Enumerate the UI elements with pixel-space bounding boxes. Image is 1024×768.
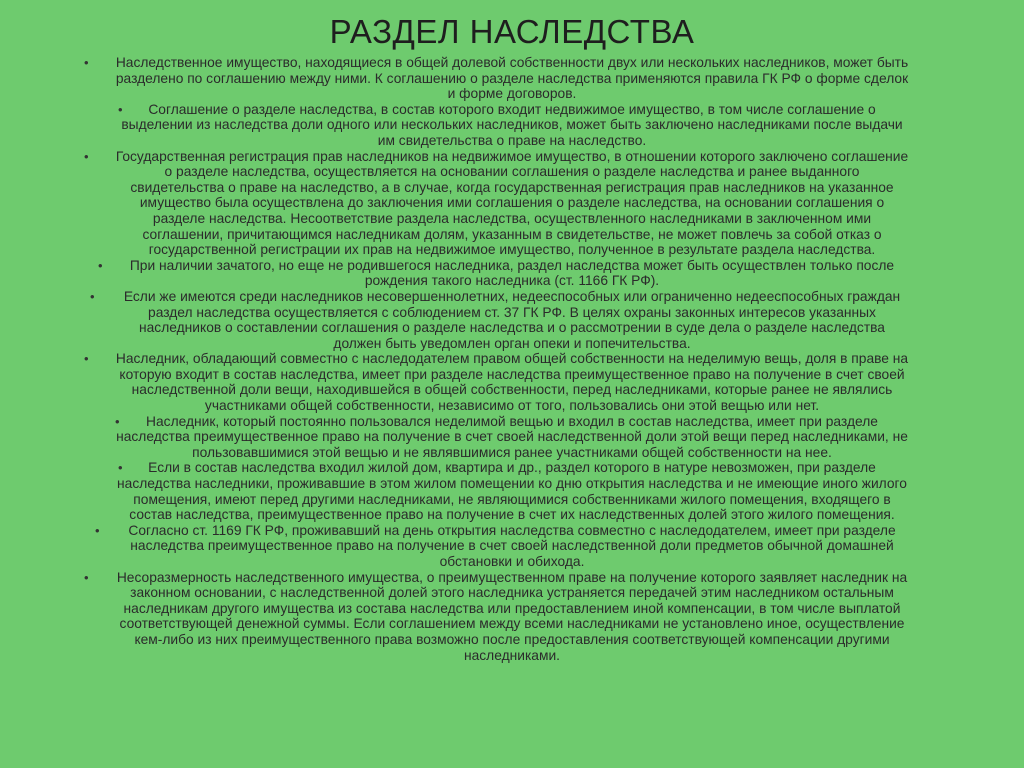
bullet-list [0, 53, 1024, 663]
bullet-line: рождения такого наследника (ст. 1166 ГК РФ). [364, 273, 660, 289]
bullet-line: законном основании, с наследственной долей этого наследника устраняется передачей этим наследником остальным [130, 585, 894, 601]
bullet-line: раздел наследства осуществляется с соблюдением ст. 37 ГК РФ. В целях охраны законных интересов указанных [148, 304, 876, 320]
bullet-line: которую входит в состав наследства, имеет при разделе наследства преимущественное право на получение в счет своей [119, 366, 905, 382]
bullet-item [0, 523, 1024, 570]
bullet-line: Несоразмерность наследственного имущества, о преимущественном праве на получение которого заявляет наследник на [116, 569, 908, 585]
bullet-line: Если же имеются среди наследников несовершеннолетних, недееспособных или ограниченно недееспособных граждан [123, 288, 901, 304]
bullet-line: участниками общей собственности, независимо от того, пользовались они этой вещью или нет. [204, 398, 820, 414]
bullet-item [0, 289, 1024, 351]
bullet-line: государственной регистрации их прав на недвижимое имущество, полученное в результате раздела наследства. [148, 242, 876, 258]
bullet-item [0, 414, 1024, 461]
bullet-glyph: • [84, 148, 89, 164]
bullet-line: наследственной доли вещи, находившейся в общей собственности, перед наследниками, которые ранее не являлись [131, 382, 893, 398]
bullet-line: Наследник, который постоянно пользовался неделимой вещью и входил в состав наследства, имеет при разделе [146, 413, 878, 429]
bullet-item [0, 460, 1024, 522]
bullet-line: помещения, имеют перед другими наследниками, не являющимися собственниками жилого помещения, входящего в [133, 491, 891, 507]
bullet-item [0, 258, 1024, 289]
bullet-line: соглашении, причитающимся наследникам долям, указанным в свидетельстве, не может повлечь за собой отказ о [142, 226, 882, 242]
bullet-line: должен быть уведомлен орган опеки и попечительства. [333, 335, 691, 351]
bullet-line: и форме договоров. [447, 86, 577, 102]
bullet-line: наследства преимущественное право на получение в счет своей наследственной доли предметов обычной домашней [130, 538, 894, 554]
bullet-line: разделе наследства. Несоответствие раздела наследства, осуществленного наследниками в заключенном ими [152, 210, 872, 226]
bullet-line: кем-либо из них преимущественного права возможно после предоставления соответствующей компенсации другими [134, 631, 890, 647]
bullet-glyph: • [118, 460, 123, 476]
bullet-line: наследства преимущественное право на получение в счет своей наследственной доли этой вещи перед наследниками, не [116, 429, 908, 445]
bullet-glyph: • [84, 569, 89, 585]
bullet-line: выделении из наследства доли одного или нескольких наследников, может быть заключено наследниками после выдачи [121, 117, 903, 133]
bullet-glyph: • [95, 522, 100, 538]
bullet-line: имущество была осуществлена до заключения ими соглашения о разделе наследства, на основании соглашения о [139, 195, 885, 211]
bullet-line: наследства наследники, проживавшие в этом жилом помещении ко дню открытия наследства и не имеющие иного жилого [117, 476, 907, 492]
bullet-glyph: • [98, 257, 103, 273]
bullet-item [0, 570, 1024, 664]
bullet-item [0, 55, 1024, 102]
bullet-glyph: • [118, 101, 123, 117]
bullet-line: пользовавшимися этой вещью и не являвшимися ранее участниками общей собственности на нее. [192, 444, 832, 460]
bullet-line: соответствующей денежной суммы. Если соглашением между всеми наследниками не установлено иное, осуществление [119, 616, 905, 632]
bullet-line: разделено по соглашению между ними. К соглашению о разделе наследства применяются правила ГК РФ о форме сделок [115, 70, 909, 86]
bullet-line: Государственная регистрация прав наследников на недвижимое имущество, в отношении которого заключено соглашение [115, 148, 909, 164]
bullet-glyph: • [84, 351, 89, 367]
bullet-glyph: • [115, 413, 120, 429]
bullet-line: Если в состав наследства входил жилой дом, квартира и др., раздел которого в натуре невозможен, при разделе [148, 460, 876, 476]
bullet-line: При наличии зачатого, но еще не родившегося наследника, раздел наследства может быть осуществлен только после [129, 257, 895, 273]
bullet-line: Согласно ст. 1169 ГК РФ, проживавший на день открытия наследства совместно с наследодателем, имеет при разделе [128, 522, 896, 538]
bullet-line: свидетельства о праве на наследство, а в случае, когда государственная регистрация прав наследников на указанное [130, 179, 894, 195]
bullet-line: Соглашение о разделе наследства, в состав которого входит недвижимое имущество, в том числе соглашение о [148, 101, 876, 117]
bullet-line: обстановки и обихода. [439, 554, 585, 569]
bullet-line: им свидетельства о праве на наследство. [377, 132, 647, 148]
slide-title: РАЗДЕЛ НАСЛЕДСТВА [329, 13, 695, 50]
bullet-line: о разделе наследства, осуществляется на основании соглашения о разделе наследства и ранее выданного [164, 164, 860, 180]
bullet-glyph: • [84, 55, 89, 70]
bullet-item [0, 351, 1024, 413]
bullet-item [0, 149, 1024, 258]
bullet-line: состав наследства, преимущественное право на получение в счет их наследственных долей этого жилого помещения. [129, 507, 895, 523]
bullet-line: Наследник, обладающий совместно с наследодателем правом общей собственности на неделимую вещь, доля в праве на [115, 351, 909, 367]
bullet-line: наследниками. [463, 647, 561, 663]
bullet-line: наследников о составлении соглашения о разделе наследства и о рассмотрении в суде дела о разделе наследства [139, 320, 885, 336]
bullet-line: наследникам другого имущества из состава наследства или предоставлением иной компенсации, в том числе выплатой [123, 600, 901, 616]
bullet-glyph: • [90, 288, 95, 304]
bullet-line: Наследственное имущество, находящиеся в общей долевой собственности двух или нескольких наследников, может быть [115, 55, 909, 70]
bullet-item [0, 102, 1024, 149]
